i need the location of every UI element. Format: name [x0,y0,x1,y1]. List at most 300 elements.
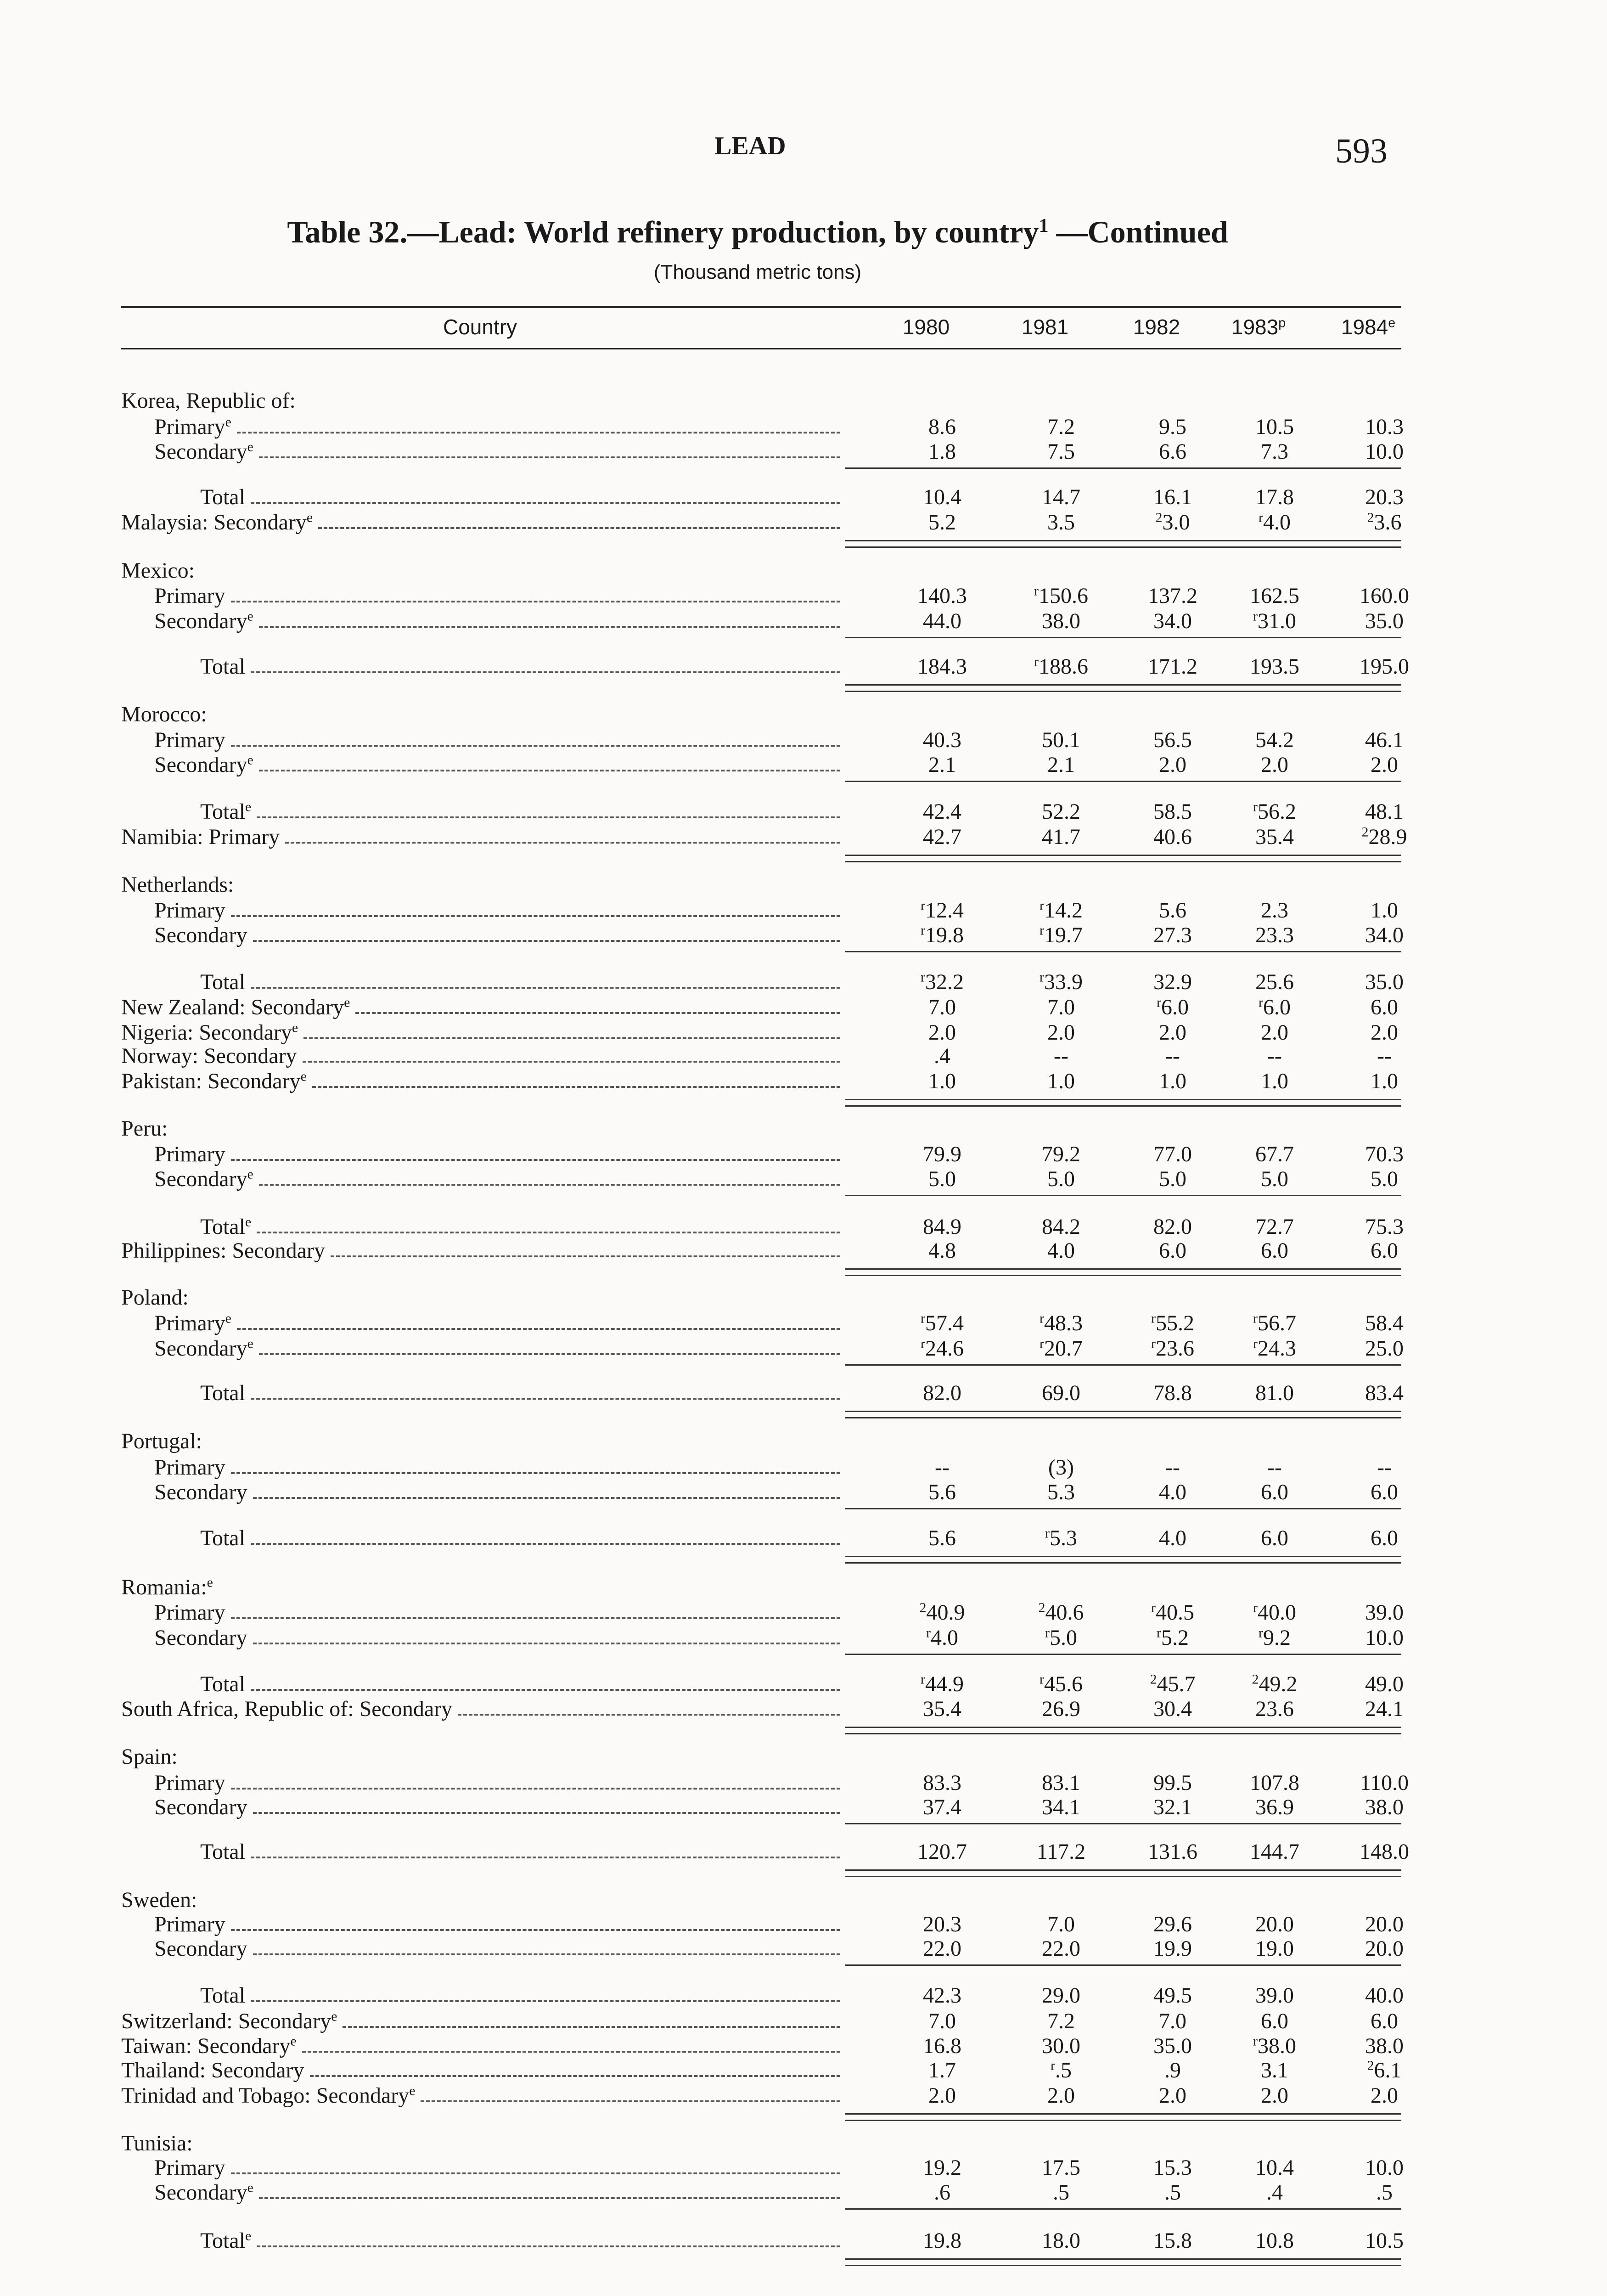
table-cell: 2.0 [1261,2083,1288,2108]
cell-footnote-mark: 2 [1155,510,1163,525]
column-header-year: 1981 [1021,315,1069,339]
table-cell: 6.6 [1159,439,1186,464]
table-cell: $^r$9.2 [1259,1625,1291,1650]
table-cell: $^r$19.7 [1039,923,1083,947]
label-footnote-mark: e [290,2033,297,2049]
leader-line [251,1398,840,1400]
row-label: Total [200,970,245,994]
table-cell: 6.0 [1261,1526,1288,1550]
table-cell: 30.0 [1042,2034,1080,2058]
column-header-country: Country [443,315,517,339]
table-cell: 15.8 [1153,2228,1192,2253]
table-cell: 6.0 [1371,1526,1398,1550]
label-footnote-mark: e [247,1166,253,1182]
leader-line [251,1543,840,1545]
table-cell: 10.0 [1365,2155,1404,2180]
row-label: Nigeria: Secondary$^e$ [121,1020,298,1045]
section-double-rule [845,1727,1401,1728]
table-cell: $^r$31.0 [1253,608,1296,633]
table-cell: 7.3 [1261,439,1288,464]
row-label: Tunisia: [121,2131,193,2155]
label-footnote-mark: e [225,1311,231,1326]
row-label: Primary [154,728,225,752]
label-footnote-mark: e [247,752,253,768]
table-cell: 7.0 [928,2009,956,2033]
table-cell: 54.2 [1255,728,1294,752]
table-cell: 7.0 [1159,2009,1186,2033]
section-double-rule [845,1869,1401,1871]
row-label: Trinidad and Tobago: Secondary$^e$ [121,2083,416,2108]
cell-footnote-mark: r [921,969,925,985]
row-label: Secondary [154,923,247,947]
table-cell: 20.0 [1255,1912,1294,1936]
section-double-rule [845,1275,1401,1276]
cell-footnote-mark: r [1051,2058,1055,2073]
table-cell: 49.0 [1365,1672,1404,1696]
table-cell: 35.4 [1255,825,1294,849]
cell-footnote-mark: r [1034,583,1039,599]
cell-footnote-mark: 2 [1038,1600,1045,1615]
row-label: Pakistan: Secondary$^e$ [121,1069,307,1093]
row-label: Peru: [121,1116,168,1141]
cell-footnote-mark: 2 [1367,510,1374,525]
row-label: Secondary$^e$ [154,752,253,777]
table-cell: 56.5 [1153,728,1192,752]
table-cell: 77.0 [1153,1142,1192,1166]
section-double-rule [845,540,1401,541]
table-cell: $^r$24.6 [921,1336,964,1361]
leader-line [237,1328,840,1330]
cell-footnote-mark: r [1045,1525,1050,1541]
table-cell: 107.8 [1250,1771,1299,1795]
leader-line [259,1353,840,1355]
table-cell: 2.0 [1047,2083,1075,2108]
table-cell: 10.8 [1255,2228,1294,2253]
table-cell: .4 [1266,2180,1283,2205]
table-cell: 110.0 [1360,1771,1409,1795]
row-label: Secondary [154,1626,247,1650]
leader-line [251,2000,840,2002]
section-double-rule [845,691,1401,692]
leader-line [231,745,840,747]
leader-line [253,1953,840,1955]
table-cell: 49.5 [1153,1983,1192,2008]
table-cell: 58.5 [1153,799,1192,824]
section-double-rule [845,1417,1401,1418]
table-cell: $^r$.5 [1051,2058,1072,2082]
table-cell: $^r$6.0 [1157,995,1189,1019]
leader-line [303,1061,840,1063]
leader-line [310,2075,840,2077]
table-cell: 16.8 [923,2034,961,2058]
table-cell: 8.6 [928,415,956,439]
table-cell: .6 [934,2180,950,2205]
table-cell: $^2$45.7 [1150,1671,1196,1696]
table-cell: 5.6 [928,1480,956,1504]
leader-line [285,842,840,844]
leader-line [259,770,840,771]
row-label: Primary$^e$ [154,414,231,439]
leader-line [312,1086,840,1088]
table-cell: 14.7 [1042,485,1080,509]
table-cell: $^r$33.9 [1039,969,1083,994]
table-cell: 10.0 [1365,1626,1404,1650]
section-double-rule [845,546,1401,548]
table-cell: $^2$28.9 [1361,824,1407,849]
row-label: Malaysia: Secondary$^e$ [121,510,313,535]
leader-line [259,626,840,628]
table-title [0,214,1515,250]
table-cell: 193.5 [1250,654,1299,679]
table-cell: 2.0 [1159,2083,1186,2108]
table-cell: 70.3 [1365,1142,1404,1166]
table-cell: 162.5 [1250,584,1299,608]
table-cell: 2.0 [1047,1020,1075,1045]
leader-line [421,2100,840,2102]
table-cell: 19.9 [1153,1936,1192,1961]
cell-footnote-mark: r [1039,1311,1044,1326]
table-cell: 17.5 [1042,2155,1080,2180]
table-cell: $^r$40.0 [1253,1600,1296,1625]
table-cell: $^r$24.3 [1253,1336,1296,1361]
section-double-rule [845,2113,1401,2115]
table-cell: 42.3 [923,1983,961,2008]
label-footnote-mark: e [409,2083,416,2099]
table-cell: 4.0 [1159,1480,1186,1504]
table-cell: 2.0 [1159,753,1186,777]
leader-line [458,1714,840,1716]
cell-footnote-mark: r [1157,1625,1161,1641]
table-cell: $^r$44.9 [921,1671,964,1696]
table-cell: 27.3 [1153,923,1192,947]
row-label: Secondary [154,1795,247,1819]
table-cell: 67.7 [1255,1142,1294,1166]
table-cell: 34.0 [1365,923,1404,947]
table-cell: 1.0 [1159,1069,1186,1093]
section-double-rule [845,861,1401,862]
leader-line [231,915,840,917]
header-bottom-rule [121,348,1401,349]
table-cell: 1.8 [928,439,956,464]
table-cell: 171.2 [1148,654,1197,679]
table-cell: 7.0 [1047,1912,1075,1936]
row-label: Taiwan: Secondary$^e$ [121,2033,297,2058]
row-label: Primary$^e$ [154,1311,231,1335]
table-cell: $^2$3.0 [1155,510,1190,535]
table-cell: $^r$38.0 [1253,2033,1296,2058]
table-cell: 19.0 [1255,1936,1294,1961]
subtotal-rule [845,1964,1401,1966]
table-cell: 99.5 [1153,1771,1192,1795]
label-footnote-mark: e [245,799,252,815]
table-cell: 82.0 [923,1381,961,1405]
cell-footnote-mark: r [1259,995,1263,1010]
leader-line [251,502,840,504]
cell-footnote-mark: r [1259,510,1263,525]
row-label: Poland: [121,1285,189,1310]
section-double-rule [845,684,1401,686]
table-cell: $^r$5.0 [1045,1625,1077,1650]
cell-footnote-mark: r [1253,799,1258,815]
table-cell: $^r$20.7 [1039,1336,1083,1361]
label-footnote-mark: e [245,2228,252,2244]
row-label: Primary [154,1600,225,1625]
row-label: Primary [154,1455,225,1480]
cell-footnote-mark: 2 [1150,1671,1157,1687]
table-cell: 10.5 [1365,2228,1404,2253]
table-cell: 6.0 [1371,2009,1398,2033]
table-cell: 46.1 [1365,728,1404,752]
title-footnote-mark: 1 [1039,214,1049,236]
leader-line [257,1232,840,1233]
table-cell: 24.1 [1365,1697,1404,1721]
table-cell: 83.1 [1042,1771,1080,1795]
table-cell: 5.0 [928,1167,956,1191]
leader-line [253,1497,840,1499]
table-cell: 4.8 [928,1238,956,1263]
leader-line [302,2051,840,2053]
leader-line [251,1689,840,1691]
cell-footnote-mark: r [1034,654,1039,670]
table-cell: 184.3 [917,654,967,679]
table-cell: 58.4 [1365,1311,1404,1335]
table-cell: 10.3 [1365,415,1404,439]
table-cell: 15.3 [1153,2155,1192,2180]
table-cell: 39.0 [1255,1983,1294,2008]
cell-footnote-mark: r [921,1336,925,1351]
row-label: Primary [154,1771,225,1795]
table-cell: .9 [1164,2058,1181,2082]
table-cell: 35.0 [1365,609,1404,633]
cell-footnote-mark: r [1259,1625,1263,1641]
table-cell: 5.2 [928,510,956,535]
table-cell: 32.9 [1153,970,1192,994]
row-label: Total$^e$ [200,1214,252,1239]
cell-footnote-mark: r [1151,1600,1156,1615]
section-double-rule [845,1099,1401,1100]
table-cell: $^r$55.2 [1151,1311,1194,1335]
row-label: Total [200,1840,245,1864]
table-cell: $^r$19.8 [921,923,964,947]
table-top-rule [121,306,1401,308]
cell-footnote-mark: r [1157,995,1161,1010]
table-cell: 29.6 [1153,1912,1192,1936]
table-cell: 32.1 [1153,1795,1192,1819]
label-footnote-mark: e [247,2180,253,2195]
table-cell: 17.8 [1255,485,1294,509]
table-cell: 30.4 [1153,1697,1192,1721]
table-cell: 22.0 [923,1936,961,1961]
table-cell: 160.0 [1360,584,1409,608]
row-label: Primary [154,898,225,923]
row-label: Total$^e$ [200,799,252,824]
table-cell: .4 [934,1044,950,1068]
table-cell: 140.3 [917,584,967,608]
table-cell: -- [1267,1455,1282,1480]
row-label: Netherlands: [121,872,234,897]
leader-line [231,1617,840,1619]
table-cell: 10.4 [1255,2155,1294,2180]
table-cell: 10.4 [923,485,961,509]
table-cell: 35.0 [1153,2034,1192,2058]
table-cell: 131.6 [1148,1840,1197,1864]
table-cell: 7.5 [1047,439,1075,464]
table-cell: 6.0 [1371,1480,1398,1504]
table-cell: 9.5 [1159,415,1186,439]
label-footnote-mark: e [300,1069,307,1084]
row-label: Secondary$^e$ [154,1336,253,1361]
row-label: Thailand: Secondary [121,2058,304,2082]
table-cell: 2.0 [1371,753,1398,777]
table-cell: 34.1 [1042,1795,1080,1819]
row-label: Total [200,1672,245,1696]
table-cell: 5.0 [1047,1167,1075,1191]
table-cell: $^r$45.6 [1039,1671,1083,1696]
table-cell: $^r$12.4 [921,898,964,923]
row-label: Portugal: [121,1429,202,1453]
table-cell: 22.0 [1042,1936,1080,1961]
leader-line [251,671,840,673]
table-cell: 20.3 [1365,485,1404,509]
cell-footnote-mark: r [921,1671,925,1687]
table-cell: 52.2 [1042,799,1080,824]
table-cell: 1.0 [1371,898,1398,923]
table-cell: $^2$40.6 [1038,1600,1084,1625]
row-label: Total [200,485,245,509]
table-cell: 10.0 [1365,439,1404,464]
section-double-rule [845,1733,1401,1734]
table-cell: 40.3 [923,728,961,752]
section-double-rule [845,1105,1401,1107]
table-cell: 3.5 [1047,510,1075,535]
column-header-year: 1982 [1133,315,1180,339]
table-cell: 5.6 [928,1526,956,1550]
column-header-year: 1983$^p$ [1231,315,1286,339]
table-cell: -- [1165,1044,1180,1068]
table-cell: 19.2 [923,2155,961,2180]
table-cell: -- [1267,1044,1282,1068]
table-cell: 35.4 [923,1697,961,1721]
table-cell: 2.1 [1047,753,1075,777]
table-cell: 84.9 [923,1215,961,1239]
leader-line [251,987,840,989]
leader-line [231,1788,840,1790]
label-footnote-mark: e [207,1575,213,1590]
table-cell: 144.7 [1250,1840,1299,1864]
row-label: Spain: [121,1745,178,1769]
table-cell: 2.0 [1159,1020,1186,1045]
leader-line [253,940,840,942]
row-label: Total$^e$ [200,2228,252,2253]
cell-footnote-mark: 2 [919,1600,927,1615]
row-label: New Zealand: Secondary$^e$ [121,995,350,1019]
table-cell: 10.5 [1255,415,1294,439]
subtotal-rule [845,1195,1401,1196]
table-cell: -- [1377,1044,1392,1068]
cell-footnote-mark: r [1151,1311,1156,1326]
table-cell: 26.9 [1042,1697,1080,1721]
table-cell: -- [1054,1044,1068,1068]
row-label: Primary [154,2155,225,2180]
table-cell: $^2$6.1 [1367,2058,1402,2082]
row-label: Norway: Secondary [121,1044,297,1068]
table-cell: $^r$5.2 [1157,1625,1189,1650]
table-cell: $^r$56.2 [1253,799,1296,824]
subtotal-rule [845,781,1401,782]
table-cell: 4.0 [1159,1526,1186,1550]
table-cell: 37.4 [923,1795,961,1819]
cell-footnote-mark: r [921,1311,925,1326]
leader-line [251,1857,840,1858]
row-label: Secondary$^e$ [154,608,253,633]
table-cell: 41.7 [1042,825,1080,849]
table-cell: 6.0 [1261,1480,1288,1504]
cell-footnote-mark: r [1039,1671,1044,1687]
table-cell: -- [1165,1455,1180,1480]
subtotal-rule [845,1364,1401,1366]
table-title-suffix: —Continued [1048,214,1228,249]
table-cell: $^r$57.4 [921,1311,964,1335]
table-cell: 69.0 [1042,1381,1080,1405]
table-cell: .5 [1376,2180,1393,2205]
table-cell: $^r$48.3 [1039,1311,1083,1335]
label-footnote-mark: e [247,439,253,455]
table-cell: 48.1 [1365,799,1404,824]
table-cell: $^2$40.9 [919,1600,965,1625]
table-cell: 120.7 [917,1840,967,1864]
row-label: Total [200,654,245,679]
cell-footnote-mark: r [1039,1336,1044,1351]
table-cell: 5.6 [1159,898,1186,923]
table-cell: $^r$56.7 [1253,1311,1296,1335]
page-number: 593 [1335,132,1388,170]
table-cell: 40.0 [1365,1983,1404,2008]
leader-line [257,816,840,818]
cell-footnote-mark: r [1253,1311,1258,1326]
subtotal-rule [845,467,1401,469]
table-cell: 38.0 [1042,609,1080,633]
section-double-rule [845,855,1401,856]
leader-line [231,1929,840,1931]
table-cell: 79.2 [1042,1142,1080,1166]
table-cell: 50.1 [1042,728,1080,752]
table-cell: 44.0 [923,609,961,633]
table-cell: 5.0 [1159,1167,1186,1191]
label-footnote-mark: e [247,608,253,624]
cell-footnote-mark: r [1039,898,1044,913]
leader-line [257,2245,840,2247]
row-label: South Africa, Republic of: Secondary [121,1697,453,1721]
table-cell: 19.8 [923,2228,961,2253]
table-cell: $^r$4.0 [926,1625,958,1650]
cell-footnote-mark: r [1039,969,1044,985]
cell-footnote-mark: r [926,1625,931,1641]
cell-footnote-mark: r [1045,1625,1050,1641]
row-label: Secondary [154,1936,247,1961]
table-cell: 2.0 [928,2083,956,2108]
table-cell: -- [1377,1455,1392,1480]
table-cell: 195.0 [1360,654,1409,679]
table-cell: $^r$23.6 [1151,1336,1194,1361]
label-footnote-mark: e [245,1214,252,1230]
leader-line [355,1012,840,1014]
label-footnote-mark: e [247,1336,253,1351]
row-label: Secondary [154,1480,247,1504]
subtotal-rule [845,1654,1401,1655]
leader-line [231,601,840,602]
table-cell: 40.6 [1153,825,1192,849]
row-label: Philippines: Secondary [121,1238,325,1263]
